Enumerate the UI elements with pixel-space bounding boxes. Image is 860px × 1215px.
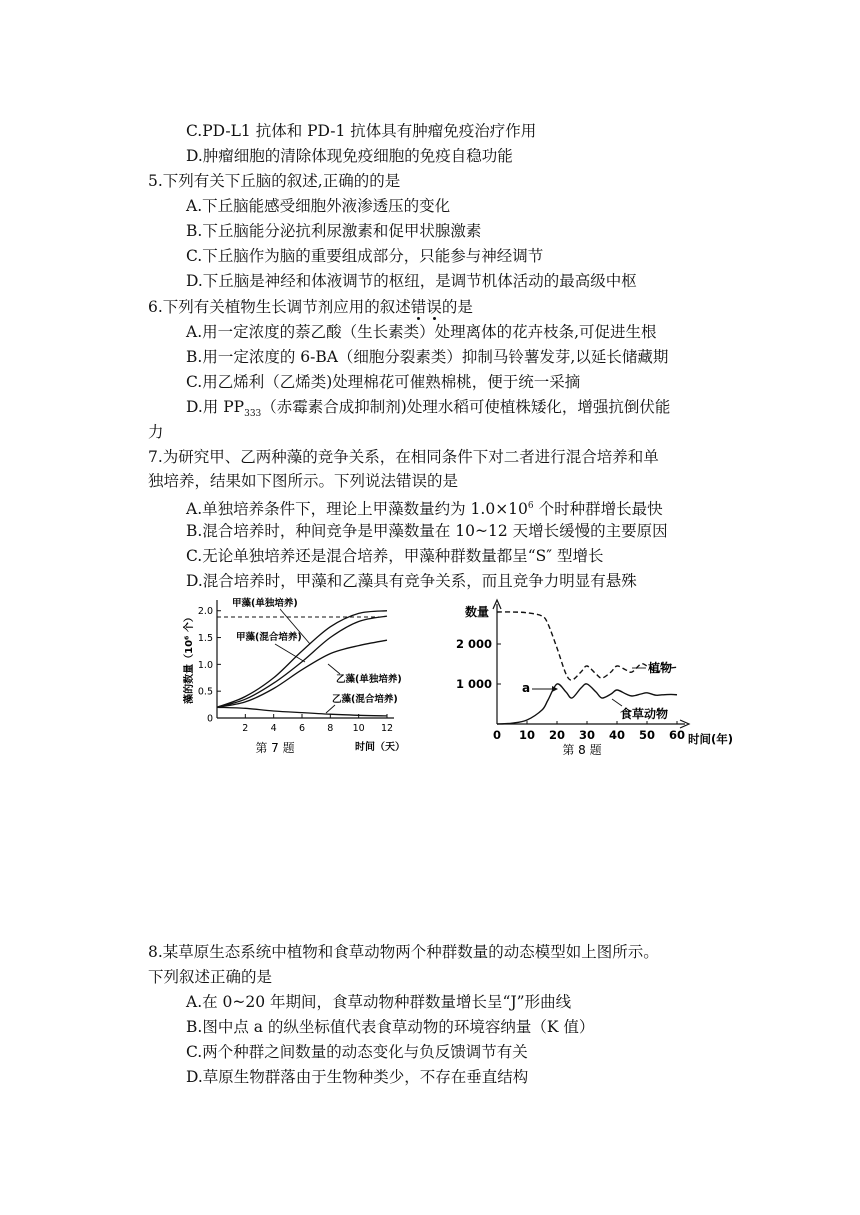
fig7-xtick-label: 12 (380, 723, 394, 734)
q7-option-a-pre: A.单独培养条件下，理论上甲藻数量约为 1.0×10 (186, 500, 528, 519)
fig8-xtick-label: 0 (492, 728, 502, 742)
q4-option-d: D.肿瘤细胞的清除体现免疫细胞的免疫自稳功能 (186, 147, 513, 165)
q6-option-d (186, 396, 670, 425)
fig7-ytick-label: 1.0 (197, 659, 213, 671)
fig7-xtick-label: 4 (270, 723, 277, 734)
fig7-leader-b-single (328, 664, 340, 674)
q6-option-b: B.用一定浓度的 6-BA（细胞分裂素类）抑制马铃薯发芽,以延长储藏期 (186, 348, 669, 366)
q6-option-a: A.用一定浓度的萘乙酸（生长素类）处理离体的花卉枝条,可促进生根 (186, 323, 657, 341)
fig7-xtick-label: 8 (327, 723, 334, 734)
q6-stem-end: 的是 (441, 298, 473, 316)
q8-option-c: C.两个种群之间数量的动态变化与负反馈调节有关 (186, 1043, 528, 1061)
q4-option-c: C.PD-L1 抗体和 PD-1 抗体具有肿瘤免疫治疗作用 (186, 122, 537, 140)
fig8-ylabel: 数量 (465, 605, 490, 619)
q8-stem-line2: 下列叙述正确的是 (148, 968, 273, 986)
fig7-label-a-mixed: 甲藻(混合培养) (236, 632, 302, 643)
figure-8-chart (452, 592, 757, 764)
fig7-ylabel: 藻的数量（10⁶ 个） (184, 612, 195, 704)
q7-stem-line2: 独培养，结果如下图所示。下列说法错误的是 (148, 472, 459, 490)
q8-option-a: A.在 0~20 年期间，食草动物种群数量增长呈“J”形曲线 (186, 993, 572, 1011)
fig7-ytick-label: 0 (206, 713, 213, 725)
fig7-line-a-single (217, 611, 387, 708)
fig7-label-a-single: 甲藻(单独培养) (232, 598, 298, 609)
fig8-label-herb: 食草动物 (620, 707, 669, 721)
q5-stem: 5.下列有关下丘脑的叙述,正确的的是 (148, 172, 401, 190)
q6-stem-emphasis-1: 错 (410, 298, 427, 316)
q7-option-c: C.无论单独培养还是混合培养，甲藻种群数量都呈“S″ 型增长 (186, 547, 604, 565)
q6-option-d-post: （赤霉素合成抑制剂)处理水稻可使植株矮化，增强抗倒伏能 (261, 398, 671, 416)
fig8-xtick-label: 60 (668, 728, 686, 742)
fig7-label-b-mixed: 乙藻(混合培养) (332, 694, 398, 705)
fig8-ytick-label: 2 000 (455, 637, 492, 651)
q6-option-d-pre: D.用 PP (186, 398, 245, 416)
fig7-xtick-label: 2 (242, 723, 249, 734)
fig8-point-label: a (522, 681, 531, 695)
q8-option-d: D.草原生物群落由于生物种类少，不存在垂直结构 (186, 1068, 529, 1086)
q5-option-c: C.下丘脑作为脑的重要组成部分，只能参与神经调节 (186, 247, 544, 265)
fig7-xlabel: 时间（天） (355, 742, 405, 753)
fig8-xtick-label: 30 (578, 728, 596, 742)
q7-stem-line1: 7.为研究甲、乙两种藻的竞争关系，在相同条件下对二者进行混合培养和单 (148, 448, 659, 466)
q6-stem (148, 296, 473, 318)
fig8-xtick-label: 50 (638, 728, 656, 742)
fig8-xtick-label: 40 (608, 728, 626, 742)
figure-7-chart (180, 592, 430, 764)
q8-stem-line1: 8.某草原生态系统中植物和食草动物两个种群数量的动态模型如上图所示。 (148, 943, 659, 961)
q7-option-a-post: 个时种群增长最快 (533, 500, 663, 519)
fig7-ytick-label: 1.5 (197, 633, 213, 645)
fig7-xtick-label: 6 (298, 723, 306, 734)
fig8-label-plant: 植物 (648, 661, 673, 675)
q6-option-d-sub: 333 (244, 409, 262, 420)
q7-option-a (186, 495, 663, 520)
q5-option-d: D.下丘脑是神经和体液调节的枢纽，是调节机体活动的最高级中枢 (186, 272, 637, 290)
fig8-xlabel: 时间(年) (688, 732, 734, 746)
q6-option-d-cont: 力 (148, 423, 164, 441)
fig7-leader-b-mixed (326, 705, 335, 713)
fig8-caption: 第 8 题 (562, 743, 602, 757)
fig8-leader-herb (612, 699, 622, 706)
q6-stem-text: 6.下列有关植物生长调节剂应用的叙述 (148, 298, 411, 316)
q7-option-d: D.混合培养时，甲藻和乙藻具有竞争关系，而且竞争力明显有悬殊 (186, 572, 637, 590)
q6-option-c: C.用乙烯利（乙烯类)处理棉花可催熟棉桃，便于统一采摘 (186, 373, 581, 391)
fig8-xtick-label: 10 (518, 728, 536, 742)
q5-option-a: A.下丘脑能感受细胞外液渗透压的变化 (186, 197, 451, 215)
fig7-ytick-label: 2.0 (197, 606, 213, 618)
q7-option-b: B.混合培养时，种间竞争是甲藻数量在 10~12 天增长缓慢的主要原因 (186, 522, 668, 540)
fig7-xtick-label: 10 (352, 723, 365, 734)
q6-stem-emphasis-2: 误 (426, 298, 442, 316)
fig7-caption: 第 7 题 (255, 741, 295, 755)
q5-option-b: B.下丘脑能分泌抗利尿激素和促甲状腺激素 (186, 222, 482, 240)
fig7-ytick-label: 0.5 (197, 686, 213, 698)
q7-option-a-sup: 6 (527, 501, 534, 511)
fig7-label-b-single: 乙藻(单独培养) (336, 674, 402, 685)
fig8-ytick-label: 1 000 (455, 677, 492, 691)
q8-option-b: B.图中点 a 的纵坐标值代表食草动物的环境容纳量（K 值） (186, 1018, 595, 1036)
fig8-xtick-label: 20 (548, 728, 566, 742)
